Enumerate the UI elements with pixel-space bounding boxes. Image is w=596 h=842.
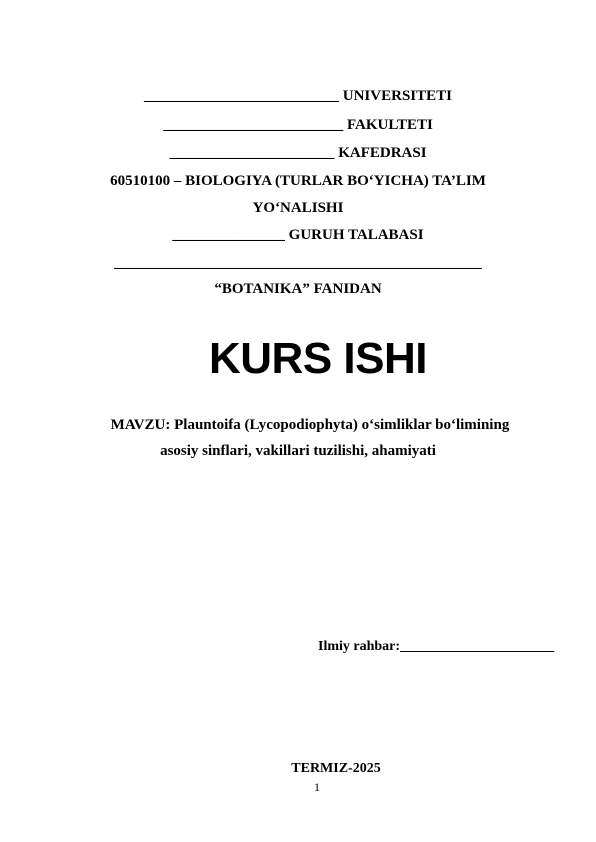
faculty-line: ________________________ FAKULTETI bbox=[163, 117, 433, 133]
page-number: 1 bbox=[314, 780, 320, 794]
program-line-2: YO‘NALISHI bbox=[252, 200, 344, 216]
subject-line: “BOTANIKA” FANIDAN bbox=[214, 281, 382, 297]
university-line: __________________________ UNIVERSITETI bbox=[144, 88, 452, 104]
supervisor-field bbox=[318, 638, 554, 656]
supervisor-label: Ilmiy rahbar: bbox=[318, 639, 401, 654]
department-line: ______________________ KAFEDRASI bbox=[169, 145, 427, 161]
supervisor-blank: ______________________ bbox=[400, 639, 555, 654]
topic-line-2: asosiy sinflari, vakillari tuzilishi, ahamiyati bbox=[160, 443, 436, 459]
group-line: _______________ GURUH TALABASI bbox=[172, 227, 424, 243]
document-title: KURS ISHI bbox=[209, 334, 427, 383]
student-name-blank: _________________________________________________ bbox=[114, 255, 482, 271]
program-line-1: 60510100 – BIOLOGIYA (TURLAR BO‘YICHA) TA’LIM bbox=[110, 173, 486, 189]
city-year: TERMIZ-2025 bbox=[291, 761, 381, 776]
topic-line-1: MAVZU: Plauntoifa (Lycopodiophyta) o‘simliklar bo‘limining bbox=[110, 417, 510, 433]
